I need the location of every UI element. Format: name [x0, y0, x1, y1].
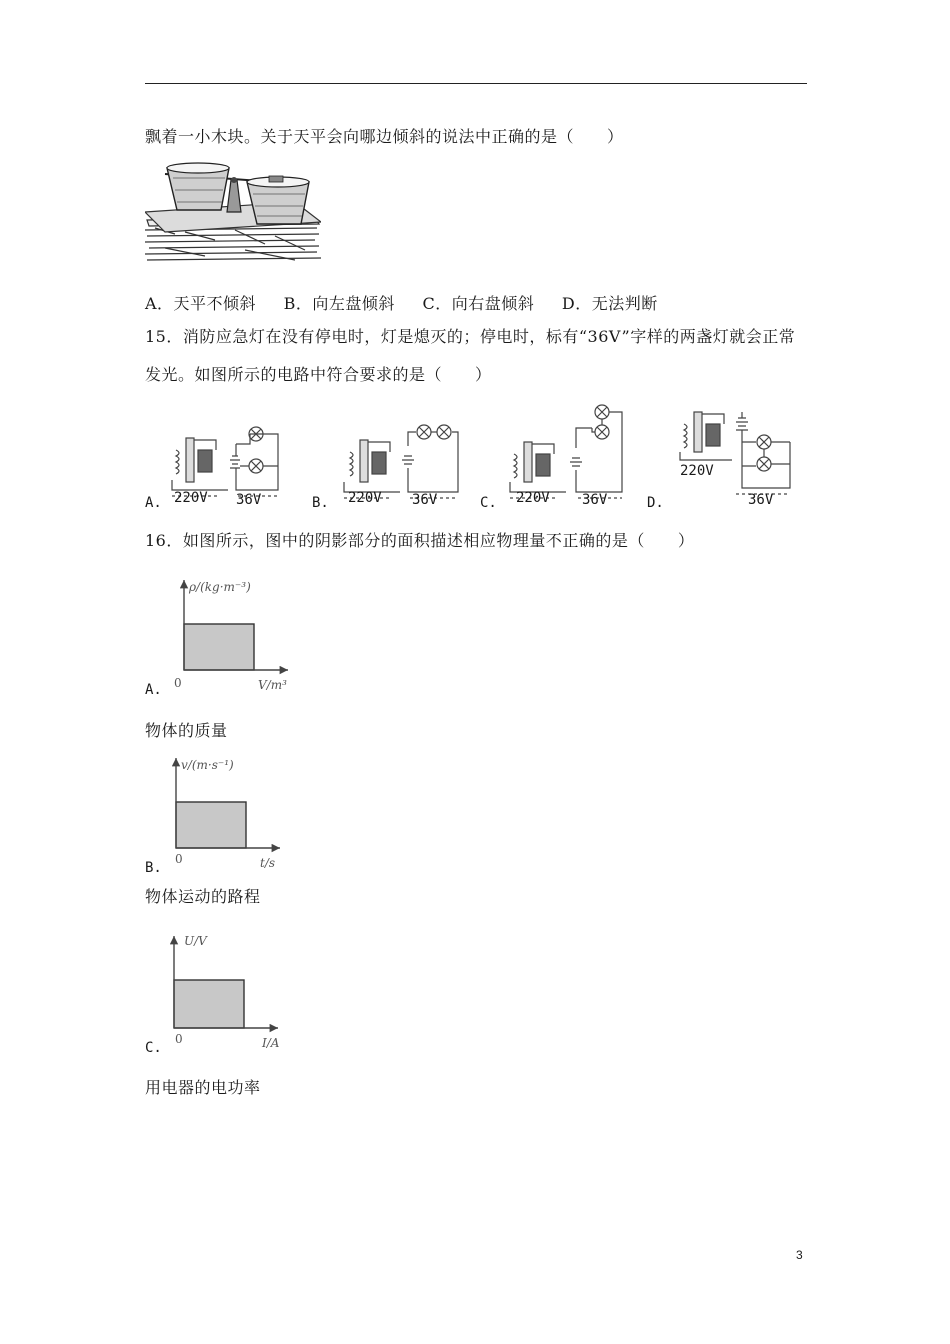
- graph-a-caption: 物体的质量: [145, 721, 228, 740]
- circuit-b-36v: 36V: [412, 492, 438, 508]
- q14-option-a[interactable]: A．天平不倾斜: [145, 294, 257, 313]
- circuit-b-220v: 220V: [348, 490, 382, 506]
- q16-stem: 16．如图所示，图中的阴影部分的面积描述相应物理量不正确的是（ ）: [145, 531, 695, 550]
- graph-b-x-label: t/s: [260, 856, 276, 870]
- graph-c-origin: 0: [175, 1032, 183, 1046]
- circuit-a-220v: 220V: [174, 490, 208, 506]
- graph-a-x-label: V/m³: [258, 678, 287, 692]
- q14-stem-tail: 飘着一小木块。关于天平会向哪边倾斜的说法中正确的是（ ）: [145, 127, 624, 146]
- graph-b-caption: 物体运动的路程: [145, 887, 261, 906]
- graph-c-x-label: I/A: [262, 1036, 280, 1050]
- circuit-c-letter: C.: [480, 495, 497, 511]
- graph-c-y-label: U/V: [184, 934, 207, 948]
- graph-a-y-label: ρ/(kg·m⁻³): [189, 580, 251, 594]
- balance-figure: [145, 160, 321, 268]
- circuit-d-letter: D.: [647, 495, 664, 511]
- graph-b-origin: 0: [175, 852, 183, 866]
- circuit-a-letter: A.: [145, 495, 162, 511]
- q15-stem-line2: 发光。如图所示的电路中符合要求的是（ ）: [145, 365, 492, 384]
- q14-option-b[interactable]: B．向左盘倾斜: [283, 294, 395, 313]
- circuit-d-220v: 220V: [680, 463, 714, 479]
- q15-stem-line1: 15．消防应急灯在没有停电时，灯是熄灭的；停电时，标有“36V”字样的两盏灯就会正常: [145, 327, 796, 346]
- graph-a-letter: A.: [145, 682, 162, 698]
- circuit-c-36v: 36V: [582, 492, 608, 508]
- q14-option-c[interactable]: C．向右盘倾斜: [422, 294, 535, 313]
- circuit-b-letter: B.: [312, 495, 329, 511]
- circuit-d-36v: 36V: [748, 492, 774, 508]
- header-rule: [145, 83, 807, 84]
- q14-option-d[interactable]: D．无法判断: [561, 294, 658, 313]
- circuit-a-36v: 36V: [236, 492, 262, 508]
- page-number: 3: [796, 1248, 803, 1262]
- graph-b-y-label: v/(m·s⁻¹): [181, 758, 234, 772]
- circuit-d[interactable]: [676, 406, 800, 510]
- graph-a-origin: 0: [174, 676, 182, 690]
- graph-c-letter: C.: [145, 1040, 162, 1056]
- graph-b-letter: B.: [145, 860, 162, 876]
- graph-c-caption: 用电器的电功率: [145, 1078, 261, 1097]
- q14-options: [145, 294, 680, 314]
- circuit-c-220v: 220V: [516, 490, 550, 506]
